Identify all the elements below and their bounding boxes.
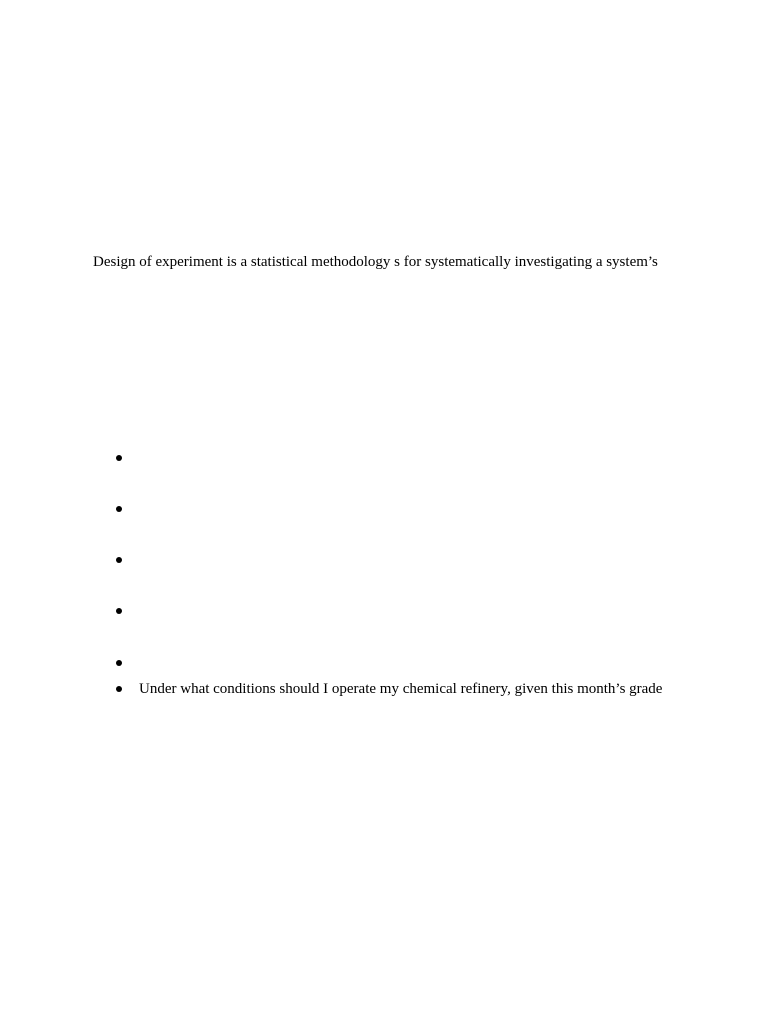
bullet-icon xyxy=(116,506,122,512)
bullet-icon xyxy=(116,686,122,692)
body-paragraph: Design of experiment is a statistical methodology s for systematically investigating a system’s xyxy=(93,254,658,270)
bullet-icon xyxy=(116,608,122,614)
bullet-icon xyxy=(116,455,122,461)
bullet-icon xyxy=(116,557,122,563)
bullet-icon xyxy=(116,660,122,666)
list-item-text: Under what conditions should I operate my chemical refinery, given this month’s grade xyxy=(139,681,663,697)
